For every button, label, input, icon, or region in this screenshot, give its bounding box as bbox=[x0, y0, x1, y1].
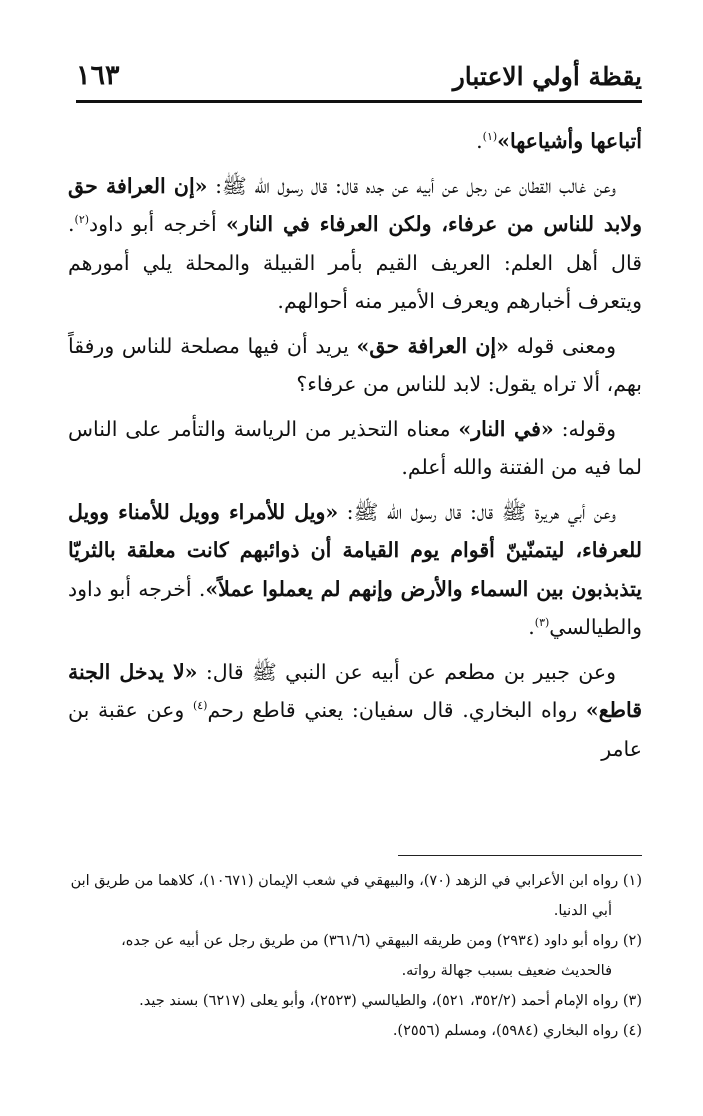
footnote bbox=[68, 1016, 642, 1046]
paragraph bbox=[68, 410, 642, 487]
quoted-hadith-text: «في النار» bbox=[458, 416, 554, 441]
footnote-number: (٤) bbox=[622, 1023, 642, 1039]
footnote-line bbox=[68, 866, 642, 896]
footnote-number: (٣) bbox=[622, 993, 642, 1009]
quoted-hadith-text: «ويل للأمراء وويل للأمناء وويل للعرفاء، ليتمنّينّ أقوام يوم القيامة أن ذوائبهم كانت معلقة بالثريّا يتذبذبون بين السماء والأرض وإنهم لم يعملوا عملاً» bbox=[68, 499, 642, 601]
footnote-line bbox=[68, 926, 642, 956]
footnote-number: (١) bbox=[622, 873, 642, 889]
footnote-marker: (٣) bbox=[534, 616, 550, 630]
paragraph-text: ومعنى قوله bbox=[508, 333, 617, 358]
paragraph bbox=[68, 493, 642, 647]
footnotes bbox=[68, 866, 642, 1046]
footnote bbox=[68, 866, 642, 926]
running-header bbox=[76, 58, 642, 100]
paragraph-text: وعن أبي هريرة ﷺ قال: قال رسول الله ﷺ: bbox=[338, 499, 617, 524]
footnote-number: (٢) bbox=[622, 933, 642, 949]
paragraph-text: أخرجه أبو داود bbox=[89, 212, 226, 236]
paragraph-text: وقوله: bbox=[553, 416, 617, 441]
footnote-continuation: فالحديث ضعيف بسبب جهالة رواته. bbox=[401, 963, 612, 979]
header-rule bbox=[76, 100, 642, 103]
paragraph bbox=[68, 122, 642, 161]
paragraph-text: . bbox=[476, 129, 483, 153]
main-text bbox=[68, 122, 642, 774]
footnote-text: رواه ابن الأعرابي في الزهد (٧٠)، والبيهقي في شعب الإيمان (١٠٦٧١)، كلاهما من طريق ابن bbox=[70, 873, 619, 889]
quoted-hadith-text: «إن العرافة حق» bbox=[356, 333, 509, 358]
paragraph-text: رواه البخاري. قال سفيان: يعني قاطع رحم bbox=[207, 698, 586, 722]
paragraph-text: وعن غالب القطان عن رجل عن أبيه عن جده قال: قال رسول الله ﷺ: bbox=[207, 173, 617, 198]
paragraph-text: . أخرجه أبو داود والطيالسي bbox=[68, 576, 642, 639]
paragraph-text: يريد أن فيها مصلحة للناس ورفقاً بهم، ألا تراه يقول: لابد للناس من عرفاء؟ bbox=[68, 333, 642, 396]
footnote-marker: (٤) bbox=[192, 699, 208, 713]
footnote-marker: (١) bbox=[482, 130, 498, 144]
footnote bbox=[68, 986, 642, 1016]
footnote bbox=[68, 926, 642, 986]
paragraph bbox=[68, 327, 642, 404]
paragraph bbox=[68, 167, 642, 321]
footnote-line bbox=[68, 1016, 642, 1046]
quoted-hadith-text: «إن العرافة حق ولابد للناس من عرفاء، ولكن العرفاء في النار» bbox=[68, 173, 642, 236]
running-title: يقظة أولي الاعتبار bbox=[452, 62, 642, 91]
footnote-separator bbox=[398, 855, 642, 856]
paragraph-text: . bbox=[528, 615, 535, 639]
footnote-text: رواه البخاري (٥٩٨٤)، ومسلم (٢٥٥٦). bbox=[392, 1023, 619, 1039]
quoted-hadith-text: أتباعها وأشياعها» bbox=[497, 129, 642, 153]
footnote-line bbox=[68, 986, 642, 1016]
paragraph-text: وعن جبير بن مطعم عن أبيه عن النبي ﷺ قال: bbox=[197, 659, 616, 684]
paragraph-text: . قال أهل العلم: العريف القيم بأمر القبيلة والمحلة يلي أمورهم ويتعرف أخبارهم ويعرف الأمير منه أحوالهم. bbox=[68, 212, 642, 313]
quoted-hadith-text: «لا يدخل الجنة قاطع» bbox=[68, 659, 642, 722]
paragraph bbox=[68, 653, 642, 769]
paragraph-text: معناه التحذير من الرياسة والتأمر على الناس لما فيه من الفتنة والله أعلم. bbox=[68, 416, 642, 479]
page-number: ١٦٣ bbox=[76, 60, 120, 91]
paragraph-text: وعن عقبة بن عامر bbox=[68, 698, 642, 761]
footnote-text: رواه أبو داود (٢٩٣٤) ومن طريقه البيهقي (٣٦١/٦) من طريق رجل عن أبيه عن جده، bbox=[121, 933, 619, 949]
footnote-marker: (٢) bbox=[74, 213, 90, 227]
footnote-continuation: أبي الدنيا. bbox=[553, 903, 612, 919]
footnote-text: رواه الإمام أحمد (٣٥٢/٢، ٥٢١)، والطيالسي (٢٥٢٣)، وأبو يعلى (٦٢١٧) بسند جيد. bbox=[139, 993, 619, 1009]
